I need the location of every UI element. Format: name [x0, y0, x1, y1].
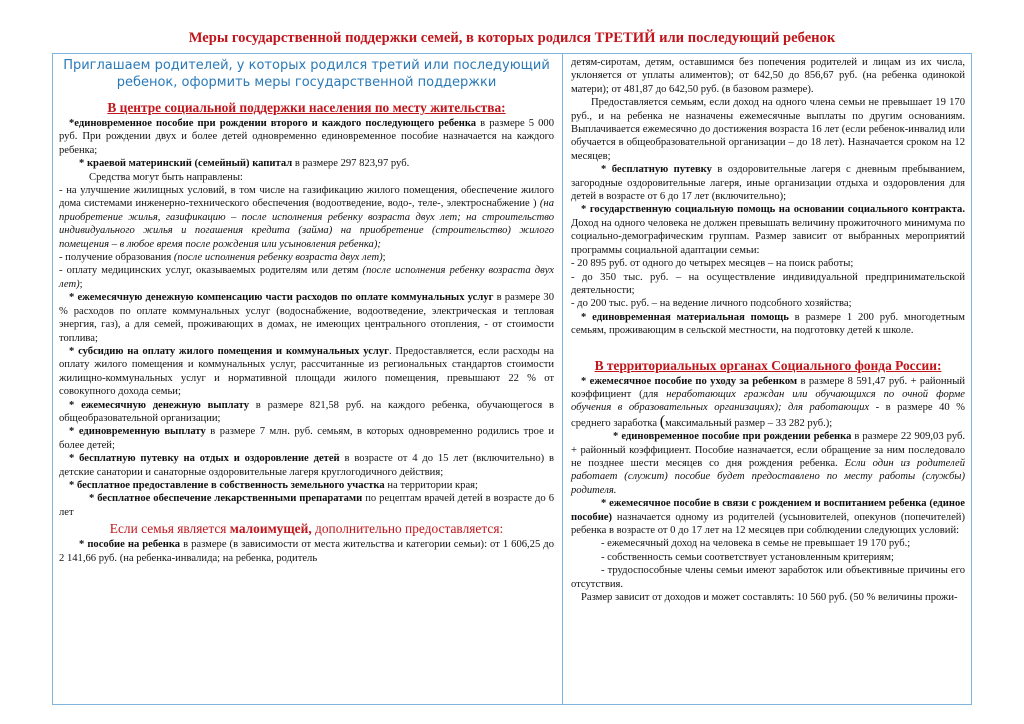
section-heading-social-fund: В территориальных органах Социального фонда России:	[594, 357, 942, 373]
usage-medical-end: ;	[79, 278, 83, 290]
contract-business: - до 350 тыс. руб. – на осуществление индивидуальной предпринимательской деятельности;	[571, 271, 965, 296]
low-income-heading-b: малоимущей,	[229, 521, 312, 537]
free-medicines	[59, 492, 554, 519]
triplets-payment	[59, 425, 554, 452]
usage-medical-text: - оплату медицинских услуг, оказываемых родителям или детям	[59, 265, 363, 277]
sanatorium-voucher-title: * бесплатную путевку на отдых и оздоровление детей	[69, 453, 340, 465]
unified-allowance	[571, 497, 965, 537]
sanatorium-voucher-text: в возрасте от 4 до 15 лет (включительно) в детские санатории и санаторные оздоровительные лагеря круглогодичного действия;	[59, 453, 554, 478]
triplets-payment-text: в размере 7 млн. руб. семьям, в которых одновременно родились трое и более детей;	[59, 426, 554, 451]
birth-lump-sum-title: * единовременное пособие при рождении ребенка	[613, 431, 852, 443]
utility-compensation-title: * ежемесячную денежную компенсацию части расходов по оплате коммунальных услуг	[69, 292, 494, 304]
usage-housing	[59, 184, 554, 251]
maternity-capital-text: в размере 297 823,97 руб.	[292, 158, 410, 170]
camp-voucher-text: в оздоровительные лагеря с дневным пребыванием, загородные оздоровительные лагеря, иные организации отдыха и оздоровления для детей в возрасте от 6 до 17 лет (включительно);	[571, 164, 965, 203]
utility-compensation-text: в размере 30 % расходов по оплате коммунальных услуг (водоснабжение, водоотведение, электрическая и тепловая энергия, газ), а для семей, проживающих в домах, не имеющих центрального отопления, - от стоимости топлива;	[59, 292, 554, 344]
school-material-aid	[571, 311, 965, 338]
free-medicines-title: * бесплатное обеспечение лекарственными препаратами	[89, 493, 363, 505]
usage-education-note: (после исполнения ребенку возраста двух лет)	[173, 252, 383, 264]
contract-job-search: - 20 895 руб. от одного до четырех месяцев – на поиск работы;	[571, 258, 854, 270]
child-allowance-continued: детям-сиротам, детям, оставшимся без попечения родителей и лицам из их числа, уклоняется от уплаты алиментов); от 642,50 до 856,67 руб. (на ребенка одинокой матери); от 481,87 до 642,50 руб. (в базовом размере).	[571, 57, 965, 95]
unified-allowance-text: назначается одному из родителей (усыновителей, опекунов (попечителей) ребенка в возрасте от 0 до 17 лет на 12 месяцев при соблюдении следующих условий:	[571, 511, 965, 536]
housing-subsidy-title: * субсидию на оплату жилого помещения и коммунальных услуг	[69, 345, 389, 357]
monthly-school-payment	[59, 399, 554, 426]
low-income-heading-c: дополнительно предоставляется:	[311, 521, 504, 537]
social-contract	[571, 203, 965, 257]
usage-housing-note: (на приобретение жилья, газификацию – после исполнения ребенку возраста двух лет; на строительство индивидуального жилья и погашения кредита (займа) на приобретение (строительство) жилого помещения – в любое время после рождения или усыновления ребенка);	[59, 198, 554, 250]
child-allowance-text: в размере (в зависимости от места жительства и категории семьи): от 1 606,25 до 2 141,66 руб. (на ребенка-инвалида; на ребенка, родитель	[59, 539, 554, 564]
housing-subsidy	[59, 345, 554, 399]
free-land-plot	[59, 479, 554, 492]
free-medicines-text: по рецептам врачей детей в возрасте до 6 лет	[59, 493, 554, 518]
school-material-aid-title: * единовременная материальная помощь	[581, 311, 789, 323]
usage-medical	[59, 264, 554, 291]
child-allowance-conditions: Предоставляется семьям, если доход на одного члена семьи не превышает 19 170 руб., и на ребенка не назначены ежемесячные выплаты по другим основаниям. Выплачивается ежемесячно до достижения возраста 16 лет (если ребенок-инвалид или обучается в общеобразовательной организации – до 18 лет). Назначается сроком на 12 месяцев;	[571, 97, 965, 162]
childcare-allowance-note: неработающих граждан или обучающихся по очной форме обучения в образовательных организациях); для работающих -	[571, 388, 965, 414]
usage-medical-note: (после исполнения ребенку возраста двух лет)	[59, 265, 554, 290]
low-income-heading-a: Если семья является	[109, 521, 230, 537]
leaflet-frame	[52, 53, 972, 705]
childcare-allowance-paren: (	[659, 412, 666, 430]
birth-lump-sum	[571, 430, 965, 497]
sanatorium-voucher	[59, 452, 554, 479]
maternity-capital	[59, 157, 554, 170]
monthly-school-payment-text: в размере 821,58 руб. на каждого ребенка, обучающегося в общеобразовательной организации;	[59, 399, 554, 424]
triplets-payment-title: * единовременную выплату	[69, 426, 206, 438]
condition-earnings: - трудоспособные члены семьи имеют заработок или объективные причины его отсутствия.	[571, 565, 965, 590]
condition-property: - собственность семьи соответствует установленным критериям;	[601, 551, 894, 563]
lump-sum-birth-allowance-title: *единовременное пособие при рождении второго и каждого последующего ребенка	[69, 118, 477, 129]
free-land-plot-title: * бесплатное предоставление в собственность земельного участка	[69, 479, 385, 491]
birth-lump-sum-note: Если один из родителей работает (служит) пособие будет предоставлено по месту работы (службы) родителя.	[571, 457, 965, 496]
condition-income: - ежемесячный доход на человека в семье не превышает 19 170 руб.;	[601, 538, 911, 550]
social-contract-text: Доход на одного человека не должен превышать величину прожиточного минимума по социально-демографическим группам. Размер зависит от выбранных мероприятий программы социальной адаптации семьи:	[571, 217, 965, 256]
camp-voucher-title: * бесплатную путевку	[601, 164, 712, 176]
childcare-allowance-text: в размере 8 591,47 руб. + районный коэффициент (для	[571, 375, 965, 400]
social-contract-title: * государственную социальную помощь на основании социального контракта.	[581, 204, 965, 216]
low-income-heading	[59, 521, 554, 537]
column-divider	[562, 54, 563, 704]
child-allowance-title: * пособие на ребенка	[79, 539, 181, 551]
monthly-school-payment-title: * ежемесячную денежную выплату	[69, 399, 250, 411]
lump-sum-birth-allowance-text: в размере 5 000 руб. При рождении двух и более детей одновременно единовременное пособие назначается на каждого ребенка;	[59, 118, 554, 156]
right-column	[571, 56, 965, 604]
child-allowance	[59, 538, 554, 565]
usage-education	[59, 251, 554, 264]
lump-sum-birth-allowance	[59, 117, 554, 157]
page-title: Меры государственной поддержки семей, в которых родился ТРЕТИЙ или последующий ребенок	[188, 30, 836, 46]
contract-farming: - до 200 тыс. руб. – на ведение личного подсобного хозяйства;	[571, 298, 852, 310]
childcare-allowance	[571, 375, 965, 431]
usage-education-end: ;	[382, 252, 386, 264]
childcare-allowance-text2: в размере 40 % среднего заработка	[571, 402, 965, 429]
usage-education-text: - получение образования	[59, 252, 174, 264]
funds-usage-intro: Средства могут быть направлены:	[89, 171, 243, 183]
childcare-allowance-title: * ежемесячное пособие по уходу за ребенком	[581, 375, 798, 387]
maternity-capital-title: * краевой материнский (семейный) капитал	[79, 158, 293, 170]
unified-allowance-title: * ежемесячное пособие в связи с рождением и воспитанием ребенка (единое пособие)	[571, 498, 965, 523]
childcare-allowance-text3: максимальный размер – 33 282 руб.);	[665, 417, 833, 429]
birth-lump-sum-text: в размере 22 909,03 руб. + районный коэффициент. Пособие назначается, если обращение за ним последовало не позднее шести месяцев со дня рождения ребенка.	[571, 431, 965, 469]
housing-subsidy-text: . Предоставляется, если расходы на оплату жилого помещения и коммунальных услуг, рассчитанные из региональных стандартов стоимости жилищно-коммунальных услуг и нормативной площади жилого помещения, превышают 22 % от совокупного дохода семьи;	[59, 345, 554, 398]
section-heading-social-support: В центре социальной поддержки населения по месту жительства:	[107, 100, 506, 115]
free-land-plot-text: на территории края;	[384, 479, 478, 491]
left-column	[59, 56, 554, 565]
school-material-aid-text: в размере 1 200 руб. многодетным семьям, проживающим в сельской местности, на подготовку детей к школе.	[571, 311, 965, 337]
utility-compensation	[59, 291, 554, 345]
unified-allowance-amount: Размер зависит от доходов и может составлять: 10 560 руб. (50 % величины прожи-	[581, 592, 958, 604]
intro-text: Приглашаем родителей, у которых родился третий или последующий ребенок, оформить меры государственной поддержки	[63, 58, 550, 90]
usage-housing-text: - на улучшение жилищных условий, в том числе на газификацию жилого помещения, обеспечение жилого дома системами инженерно-технического обеспечения (водоотведение, водо-, теле-, электроснабжение )	[59, 185, 554, 210]
camp-voucher	[571, 163, 965, 203]
